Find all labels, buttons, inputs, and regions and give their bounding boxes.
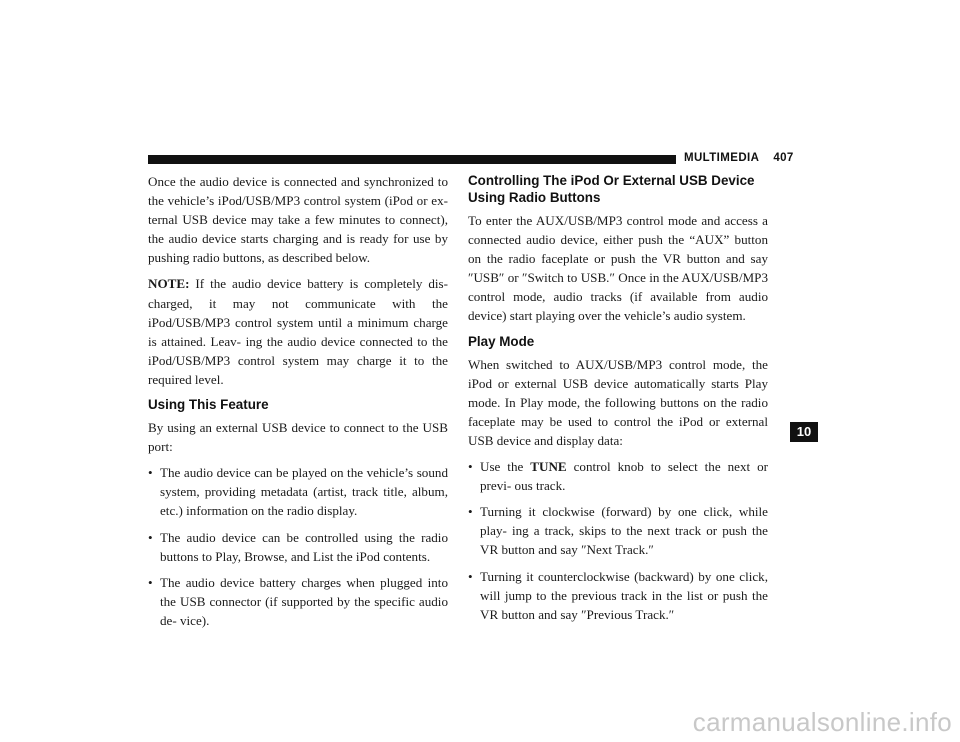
section-title: MULTIMEDIA [684,152,760,164]
header-rule [148,155,676,164]
tune-label: TUNE [530,459,567,475]
list-item: • Turning it counterclockwise (backward) by one click, will jump to the previous track in the list or push the VR button and say ″Previous Track.″ [468,568,768,622]
running-head [684,152,794,164]
bullet-icon: • [468,459,473,475]
list-item: • The audio device battery charges when plugged into the USB connector (if supported by the specific audio de- vice). [148,574,448,628]
play-mode-paragraph: When switched to AUX/USB/MP3 control mode, the iPod or external USB device automatically starts Play mode. In Play mode, the following buttons on the radio faceplate may be used to control the iPod or external USB device and display data: [468,356,768,448]
list-item: • The audio device can be played on the vehicle’s sound system, providing metadata (artist, track title, album, etc.) information on the radio display. [148,465,448,519]
bullet-icon: • [148,529,153,545]
bullet-icon: • [468,504,473,520]
note-paragraph [148,274,448,389]
bullet-icon: • [148,574,153,590]
watermark: carmanualsonline.info [692,707,952,737]
list-item: • The audio device can be controlled using the radio buttons to Play, Browse, and List the iPod contents. [148,529,448,564]
note-text: If the audio device battery is completely dis- charged, it may not communicate with the iPod/USB/MP3 control system until a minimum charge is attained. Leav- ing the audio device connected to the iPod/USB/MP3 control system may charge it to the required level. [148,276,448,387]
intro-paragraph: Once the audio device is connected and synchronized to the vehicle’s iPod/USB/MP3 control system (iPod or ex- ternal USB device may take a few minutes to connect), the audio device starts charging and is ready for use by pushing radio buttons, as described below. [148,174,448,266]
section-heading-play-mode: Play Mode [468,333,535,349]
right-column [468,172,768,631]
controlling-paragraph: To enter the AUX/USB/MP3 control mode and access a connected audio device, either push the “AUX” button on the radio faceplate or push the VR button and say ″USB″ or ″Switch to USB.″ Once in the AUX/USB/MP3 control mode, audio tracks (if available from audio device) start playing over the vehicle’s audio system. [468,213,768,324]
note-label: NOTE: [148,276,190,292]
section-heading-controlling: Controlling The iPod Or External USB Device Using Radio Buttons [468,173,755,205]
page-number: 407 [773,152,794,164]
chapter-tab: 10 [790,422,818,442]
section-heading-using-feature: Using This Feature [148,397,269,413]
left-column [148,172,448,637]
bullet-icon: • [148,465,153,481]
list-item: • Turning it clockwise (forward) by one click, while play- ing a track, skips to the next track or push the VR button and say ″Next Track.″ [468,504,768,558]
lead-paragraph: By using an external USB device to connect to the USB port: [148,420,448,455]
feature-bullet-list [148,463,448,630]
play-mode-bullet-list [468,457,768,624]
list-item: • Use the TUNE control knob to select the next or previ- ous track. [468,459,768,494]
bullet-icon: • [468,568,473,584]
